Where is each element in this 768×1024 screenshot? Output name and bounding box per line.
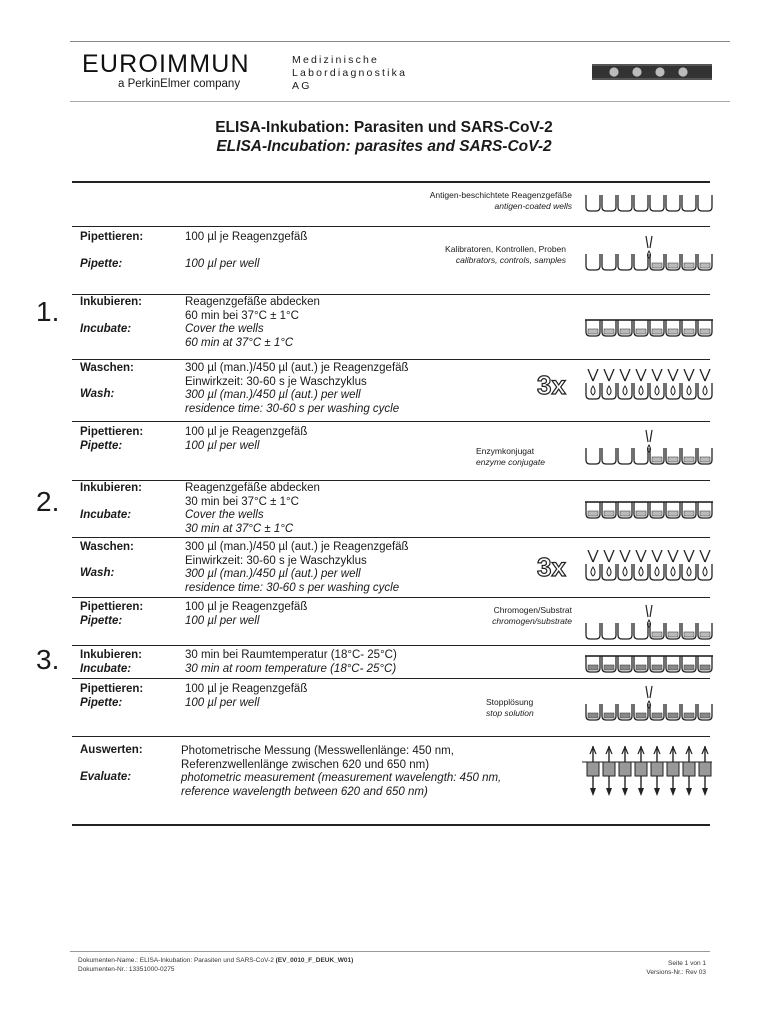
step-label-de: Waschen: (80, 541, 134, 553)
row-divider (72, 736, 710, 737)
step-text: 300 µl (man.)/450 µl (aut.) je Reagenzgefäß Einwirkzeit: 30-60 s je Waschzyklus 300 µl (man.)/450 µl (aut.) per well residence time: 30-60 s per washing cycle (185, 362, 409, 415)
pipette-substrate-icon (584, 603, 714, 647)
table-top-rule (72, 181, 710, 183)
step-label-en: Incubate: (80, 323, 132, 335)
conjugate-note: Enzymkonjugat enzyme conjugate (476, 446, 545, 467)
step-label-en: Incubate: (80, 509, 132, 521)
row-divider (72, 537, 710, 538)
step-label-en: Evaluate: (80, 771, 132, 783)
pipette-conjugate-icon (584, 428, 714, 472)
page-title-en: ELISA-Incubation: parasites and SARS-CoV-2 (216, 138, 552, 155)
stop-solution-note: Stopplösung stop solution (486, 697, 534, 718)
header-rule (70, 101, 730, 102)
step-text-de: 30 min bei Raumtemperatur (18°C- 25°C) (185, 649, 397, 661)
repeat-count: 3x (537, 552, 566, 582)
footer-rule (70, 951, 710, 952)
step-text: 300 µl (man.)/450 µl (aut.) je Reagenzgefäß Einwirkzeit: 30-60 s je Waschzyklus 300 µl (man.)/450 µl (aut.) per well residence time: 30-60 s per washing cycle (185, 541, 409, 594)
step-label-en: Pipette: (80, 697, 123, 709)
step-label-de: Inkubieren: (80, 482, 142, 494)
step-label-en: Pipette: (80, 440, 123, 452)
step-label-de: Pipettieren: (80, 426, 144, 438)
step-label-en: Wash: (80, 388, 115, 400)
row-divider (72, 480, 710, 481)
incubation-number: 2. (36, 486, 60, 517)
page-info: Seite 1 von 1 Versions-Nr.: Rev 03 (646, 960, 706, 976)
step-text-de: 100 µl je Reagenzgefäß (185, 426, 308, 438)
step-label-de: Pipettieren: (80, 231, 144, 243)
page-title: ELISA-Inkubation: Parasiten und SARS-CoV-2 (215, 119, 553, 136)
coated-wells-note: Antigen-beschichtete Reagenzgefäße antigen-coated wells (429, 190, 572, 211)
pipette-samples-icon (584, 234, 714, 278)
covered-wells-icon (584, 654, 714, 678)
step-label-de: Auswerten: (80, 744, 143, 756)
step-text-de: 100 µl je Reagenzgefäß (185, 231, 308, 243)
coated-wells-icon (584, 193, 714, 217)
step-label-en: Wash: (80, 567, 115, 579)
row-divider (72, 226, 710, 227)
step-label-de: Waschen: (80, 362, 134, 374)
row-divider (72, 421, 710, 422)
step-text: Reagenzgefäße abdecken 30 min bei 37°C ± 1°C Cover the wells 30 min at 37°C ± 1°C (185, 482, 320, 535)
covered-wells-icon (584, 500, 714, 524)
logo-dots-bar-icon (592, 64, 712, 80)
step-text-de: 100 µl je Reagenzgefäß (185, 683, 308, 695)
covered-wells-icon (584, 318, 714, 342)
step-label-de: Inkubieren: (80, 649, 142, 661)
step-label-en: Pipette: (80, 615, 123, 627)
company-logo: EUROIMMUN (82, 50, 250, 78)
repeat-count: 3x (537, 370, 566, 400)
incubation-number: 1. (36, 296, 60, 327)
step-text-en: 100 µl per well (185, 615, 260, 627)
row-divider (72, 294, 710, 295)
step-text-en: 30 min at room temperature (18°C- 25°C) (185, 663, 397, 675)
step-text: Photometrische Messung (Messwellenlänge: 450 nm, Referenzwellenlänge zwischen 620 und 650 nm) photometric measurement (measurement wavelength: 450 nm, reference wavelength between 620 and 650 nm) (181, 745, 502, 798)
pipette-stop-icon (584, 684, 714, 728)
step-label-en: Incubate: (80, 663, 132, 675)
top-rule (70, 41, 730, 42)
document-info: Dokumenten-Name.: ELISA-Inkubation: Parasiten und SARS-CoV-2 (EV_0010_F_DEUK_W01) Dokumenten-Nr.: 13351000-0275 (78, 957, 354, 973)
step-text-en: 100 µl per well (185, 440, 260, 452)
step-label-de: Pipettieren: (80, 601, 144, 613)
company-subtitle: a PerkinElmer company (118, 78, 241, 90)
step-text-de: 100 µl je Reagenzgefäß (185, 601, 308, 613)
samples-note: Kalibratoren, Kontrollen, Proben calibrators, controls, samples (445, 244, 566, 265)
incubation-number: 3. (36, 644, 60, 675)
step-label-de: Pipettieren: (80, 683, 144, 695)
table-bottom-rule (72, 824, 710, 826)
wash-wells-icon (584, 369, 714, 409)
step-text-en: 100 µl per well (185, 697, 260, 709)
row-divider (72, 597, 710, 598)
step-text: Reagenzgefäße abdecken 60 min bei 37°C ± 1°C Cover the wells 60 min at 37°C ± 1°C (185, 296, 320, 349)
step-text-en: 100 µl per well (185, 258, 260, 270)
photometer-icon (582, 744, 712, 800)
division-name: Medizinische Labordiagnostika AG (292, 54, 408, 92)
row-divider (72, 678, 710, 679)
row-divider (72, 359, 710, 360)
substrate-note: Chromogen/Substrat chromogen/substrate (492, 605, 572, 626)
step-label-en: Pipette: (80, 258, 123, 270)
wash-wells-icon (584, 550, 714, 590)
step-label-de: Inkubieren: (80, 296, 142, 308)
